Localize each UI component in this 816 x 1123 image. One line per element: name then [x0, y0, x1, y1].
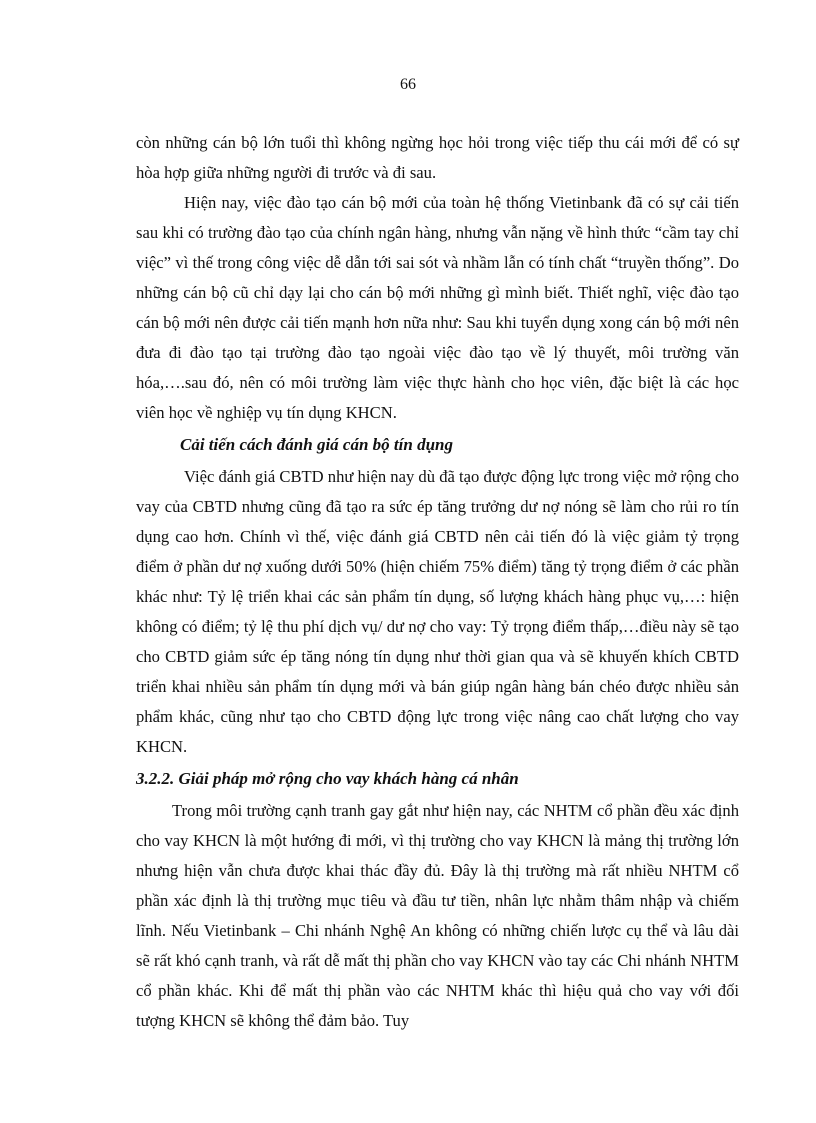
page-number: 66 [400, 76, 416, 93]
paragraph-continuation: còn những cán bộ lớn tuổi thì không ngừng học hỏi trong việc tiếp thu cái mới để có sự hòa hợp giữa những người đi trước và đi sau. [136, 133, 739, 182]
document-body [136, 128, 739, 1036]
section-heading-3-2-2: 3.2.2. Giải pháp mở rộng cho vay khách hàng cá nhân [136, 769, 519, 788]
paragraph-training: Hiện nay, việc đào tạo cán bộ mới của toàn hệ thống Vietinbank đã có sự cải tiến sau khi có trường đào tạo của chính ngân hàng, nhưng vẫn nặng về hình thức “cầm tay chỉ việc” vì thế trong công việc dễ dẫn tới sai sót và nhầm lẫn có tính chất “truyền thống”. Do những cán bộ cũ chỉ dạy lại cho cán bộ mới những gì mình biết. Thiết nghĩ, việc đào tạo cán bộ mới nên được cải tiến mạnh hơn nữa như: Sau khi tuyển dụng xong cán bộ mới nên đưa đi đào tạo tại trường đào tạo ngoài việc đào tạo về lý thuyết, môi trường văn hóa,….sau đó, nên có môi trường làm việc thực hành cho học viên, đặc biệt là các học viên học về nghiệp vụ tín dụng KHCN. [136, 193, 739, 422]
paragraph-evaluation: Việc đánh giá CBTD như hiện nay dù đã tạo được động lực trong việc mở rộng cho vay của CBTD nhưng cũng đã tạo ra sức ép tăng trưởng dư nợ nóng sẽ làm cho rủi ro tín dụng cao hơn. Chính vì thế, việc đánh giá CBTD nên cải tiến đó là việc giảm tỷ trọng điểm ở phần dư nợ xuống dưới 50% (hiện chiếm 75% điểm) tăng tỷ trọng điểm ở các phần khác như: Tỷ lệ triển khai các sản phẩm tín dụng, số lượng khách hàng phục vụ,…: hiện không có điểm; tỷ lệ thu phí dịch vụ/ dư nợ cho vay: Tỷ trọng điểm thấp,…điều này sẽ tạo cho CBTD giảm sức ép tăng nóng tín dụng như thời gian qua và sẽ khuyến khích CBTD triển khai nhiều sản phẩm tín dụng mới và bán giúp ngân hàng bán chéo được nhiều sản phẩm khác, cũng như tạo cho CBTD động lực trong việc nâng cao chất lượng cho vay KHCN. [136, 467, 739, 756]
subheading-evaluation: Cải tiến cách đánh giá cán bộ tín dụng [180, 435, 453, 454]
paragraph-expansion: Trong môi trường cạnh tranh gay gắt như hiện nay, các NHTM cổ phần đều xác định cho vay KHCN là một hướng đi mới, vì thị trường cho vay KHCN là mảng thị trường lớn nhưng hiện vẫn chưa được khai thác đầy đủ. Đây là thị trường mà rất nhiều NHTM cổ phần xác định là thị trường mục tiêu và đầu tư tiền, nhân lực nhằm thâm nhập và chiếm lĩnh. Nếu Vietinbank – Chi nhánh Nghệ An không có những chiến lược cụ thể và lâu dài sẽ rất khó cạnh tranh, và rất dễ mất thị phần cho vay KHCN vào tay các Chi nhánh NHTM cổ phần khác. Khi để mất thị phần vào các NHTM khác thì hiệu quả cho vay với đối tượng KHCN sẽ không thể đảm bảo. Tuy [136, 801, 739, 1030]
